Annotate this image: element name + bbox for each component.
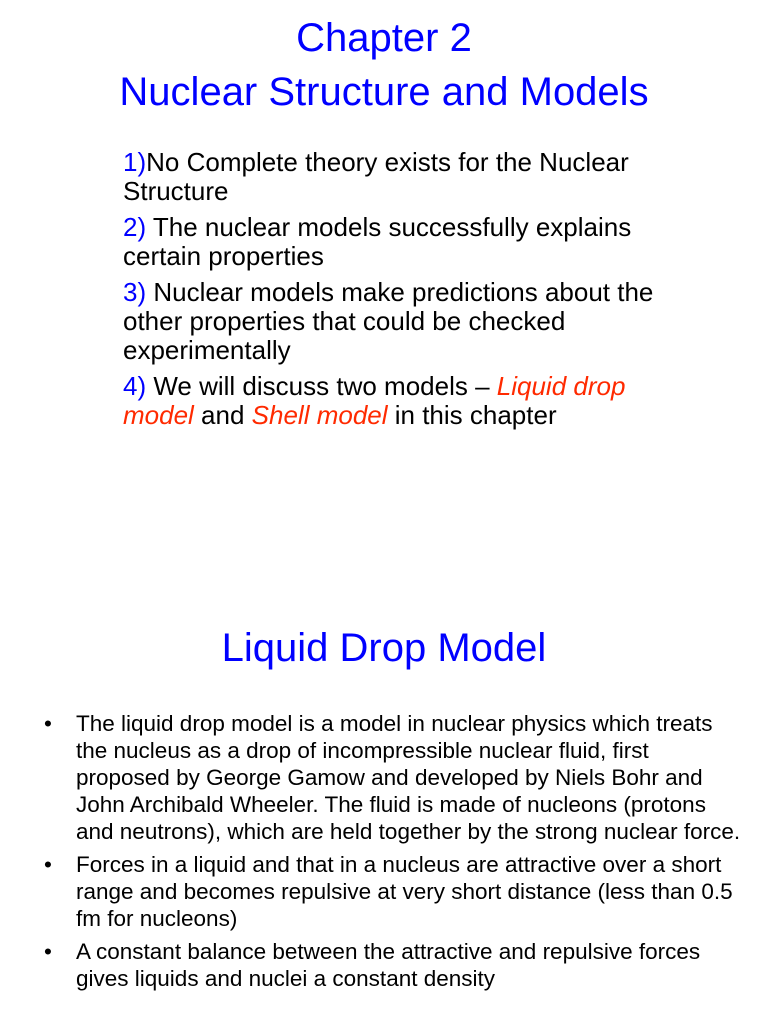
- shell-model-term: Shell model: [251, 400, 388, 430]
- point-4-number: 4): [123, 371, 147, 401]
- point-2-number: 2): [123, 212, 147, 242]
- section-title: Liquid Drop Model: [221, 626, 547, 670]
- bullet-3-text: A constant balance between the attractive and repulsive forces gives liquids and nuclei a constant density: [76, 939, 701, 991]
- chapter-title: Chapter 2: [296, 16, 472, 60]
- bullet-marker: •: [44, 939, 52, 964]
- liquid-drop-slide: [0, 560, 768, 1024]
- point-3-number: 3): [123, 277, 147, 307]
- point-4-text-after: in this chapter: [387, 400, 557, 430]
- liquid-drop-bullet-list: [44, 710, 744, 998]
- point-1-number: 1): [123, 147, 147, 177]
- chapter-points-list: [123, 148, 663, 437]
- bullet-item-3: [44, 938, 744, 992]
- bullet-1-text: The liquid drop model is a model in nuclear physics which treats the nucleus as a drop of incompressible nuclear fluid, first proposed by George Gamow and developed by Niels Bohr and John Archibald Wheeler. The fluid is made of nucleons (protons and neutrons), which are held together by the strong nuclear force.: [76, 711, 741, 844]
- point-4: [123, 372, 663, 430]
- point-1-text: No Complete theory exists for the Nuclear Structure: [123, 147, 629, 206]
- bullet-item-1: [44, 710, 744, 845]
- point-1: [123, 148, 663, 206]
- point-2: [123, 213, 663, 271]
- chapter-subtitle: Nuclear Structure and Models: [119, 70, 649, 114]
- bullet-2-text: Forces in a liquid and that in a nucleus are attractive over a short range and becomes repulsive at very short distance (less than 0.5 fm for nucleons): [76, 852, 733, 931]
- bullet-marker: •: [44, 711, 52, 736]
- point-4-text-middle: and: [193, 400, 252, 430]
- liquid-drop-model-term: Liquid drop model: [123, 371, 626, 430]
- bullet-item-2: [44, 851, 744, 932]
- point-3-text: Nuclear models make predictions about the other properties that could be checked experimentally: [123, 277, 654, 365]
- point-3: [123, 278, 663, 365]
- point-4-text-before: We will discuss two models –: [146, 371, 497, 401]
- point-2-text: The nuclear models successfully explains certain properties: [123, 212, 632, 271]
- bullet-marker: •: [44, 852, 52, 877]
